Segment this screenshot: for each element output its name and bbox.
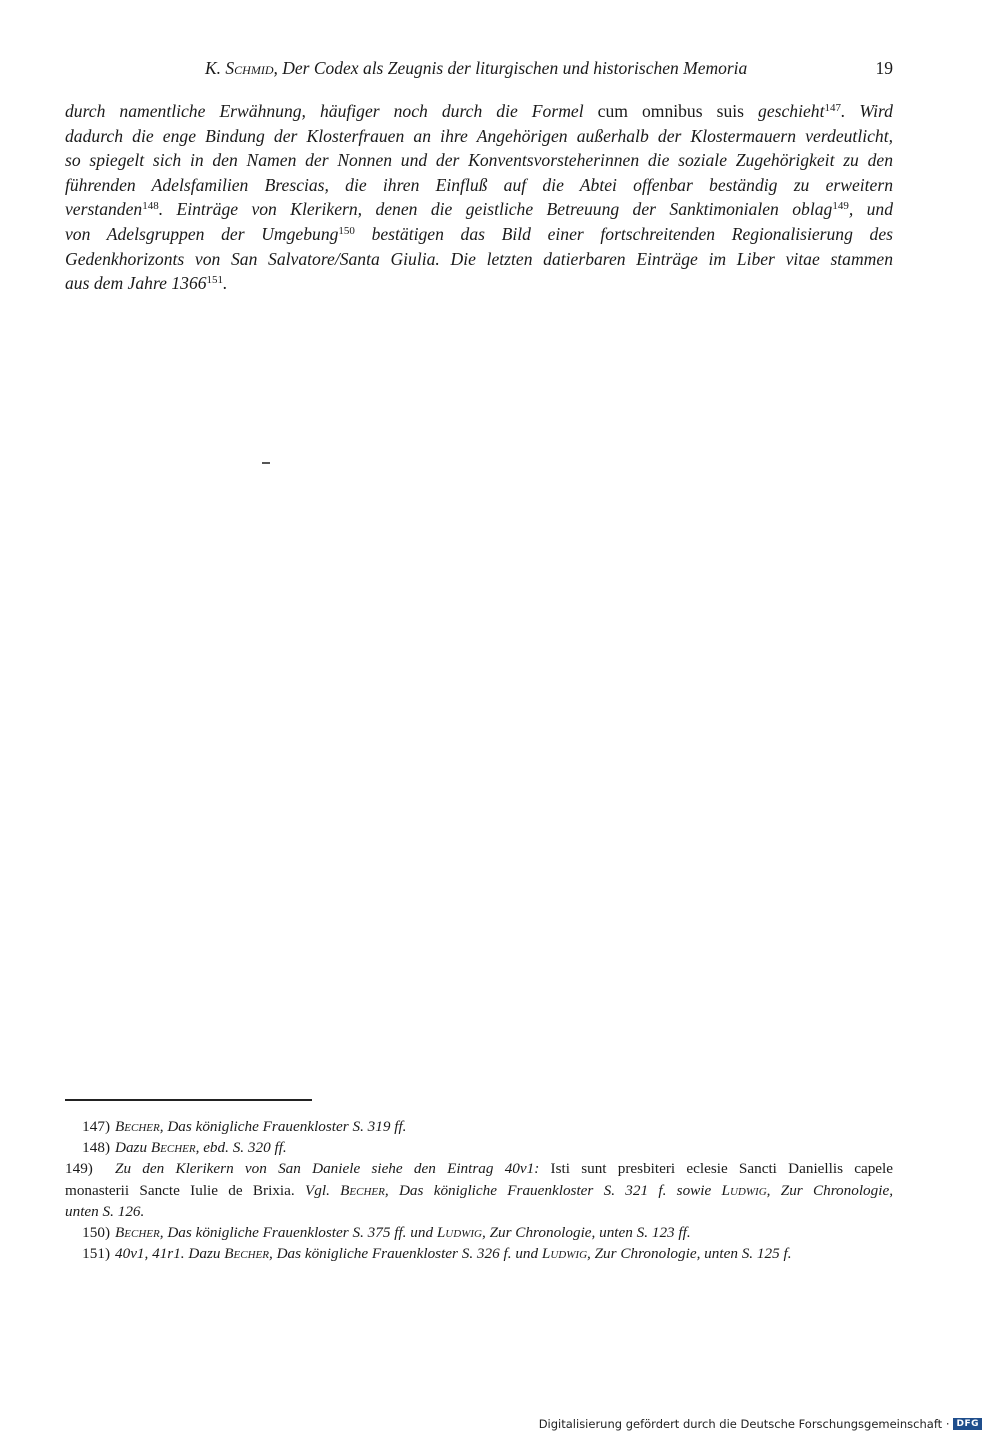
text-segment: durch namentliche Erwähnung, häufiger noch durch die Formel (65, 101, 584, 121)
footnote-number: 150) (82, 1224, 110, 1242)
footnote-ref: 147 (824, 102, 841, 114)
footnote-148 (65, 1137, 893, 1158)
footnote-text: Das königliche Frauenkloster S. 319 ff. (163, 1118, 407, 1135)
footnotes (65, 1116, 893, 1264)
text-segment: von Adelsgruppen der Umgebung (65, 223, 339, 244)
paragraph-line: dadurch die enge Bindung der Klosterfrauen an ihre Angehörigen außerhalb der Klostermauern verdeutlicht, (65, 125, 893, 146)
digitization-credit (539, 1415, 982, 1433)
running-head-author: K. Schmid, (205, 58, 278, 78)
author-name: Becher, (150, 1139, 200, 1157)
footnote-separator (65, 1099, 312, 1101)
footnote-ref: 148 (142, 200, 159, 213)
author-name: Becher, (115, 1118, 164, 1135)
running-head-title (205, 58, 747, 79)
text-segment: . Einträge von Klerikern, denen die geistliche Betreuung der Sanktimonialen oblag (158, 199, 833, 220)
footnote-number: 151) (82, 1245, 110, 1263)
paragraph-line (65, 222, 893, 247)
footnote-147 (65, 1116, 893, 1137)
running-head (65, 58, 893, 84)
author-name: Becher, (115, 1224, 164, 1242)
paragraph-line: so spiegelt sich in den Namen der Nonnen und der Konventsvorsteherinnen die soziale Zugehörigkeit zu den (65, 150, 893, 171)
text-segment: . Wird (840, 101, 893, 121)
latin-quote: Isti sunt presbiteri eclesie Sancti Daniellis capele (539, 1160, 893, 1178)
footnote-line: unten S. 126. (65, 1202, 145, 1220)
footnote-text: ebd. S. 320 ff. (199, 1139, 287, 1157)
paragraph-line (65, 271, 893, 296)
text-segment: , und (848, 199, 893, 220)
footnote-text: Das königliche Frauenkloster S. 375 ff. und (163, 1224, 437, 1242)
author-name: Becher, (340, 1181, 389, 1199)
credit-text: Digitalisierung gefördert durch die Deutsche Forschungsgemeinschaft · (538, 1417, 950, 1431)
footnote-ref: 150 (338, 224, 355, 237)
footnote-text: Zur Chronologie, (770, 1181, 893, 1199)
footnote-number: 148) (82, 1139, 110, 1157)
text-segment: aus dem Jahre 1366 (65, 273, 207, 294)
text-segment: . (223, 273, 228, 294)
paragraph-line (65, 197, 893, 222)
text-segment: verstanden (65, 199, 143, 220)
footnote-149 (65, 1158, 893, 1222)
footnote-ref: 151 (206, 274, 224, 287)
author-name: Becher, (224, 1245, 273, 1263)
page-number: 19 (875, 58, 893, 78)
paragraph-line (65, 99, 893, 124)
footnote-text: Vgl. (294, 1181, 341, 1199)
footnote-150 (65, 1222, 893, 1243)
author-name: Ludwig, (721, 1181, 771, 1199)
author-name: Ludwig, (436, 1224, 486, 1242)
paragraph-line: führenden Adelsfamilien Brescias, die ihren Einfluß auf die Abtei offenbar beständig zu erweitern (65, 174, 893, 195)
running-head-work-title: Der Codex als Zeugnis der liturgischen und historischen Memoria (282, 58, 748, 78)
footnote-text: 40v1, 41r1. Dazu (115, 1245, 225, 1263)
footnote-text: Zu den Klerikern von San Daniele siehe den Eintrag 40v1: (115, 1160, 540, 1178)
dfg-logo: DFG (953, 1418, 982, 1430)
footnote-151 (65, 1243, 893, 1264)
footnote-text: Das königliche Frauenkloster S. 326 f. und (272, 1245, 542, 1263)
text-segment: bestätigen das Bild einer fortschreitenden Regionalisierung des (354, 223, 893, 244)
paragraph-line: Gedenkhorizonts von San Salvatore/Santa Giulia. Die letzten datierbaren Einträge im Liber vitae stammen (65, 248, 893, 269)
footnote-number: 147) (82, 1118, 110, 1135)
footnote-line (65, 1180, 893, 1201)
footnote-text: Das königliche Frauenkloster S. 321 f. sowie (388, 1181, 722, 1199)
footnote-line (65, 1158, 893, 1179)
text-segment: geschieht (758, 101, 825, 121)
footnote-text: Dazu (115, 1139, 151, 1157)
main-paragraph (65, 99, 893, 296)
author-name: Ludwig, (541, 1245, 591, 1263)
latin-formula: cum omnibus suis (597, 101, 744, 121)
footnote-text: Zur Chronologie, unten S. 125 f. (590, 1245, 792, 1263)
latin-quote: monasterii Sancte Iulie de Brixia. (65, 1181, 295, 1199)
footnote-text: Zur Chronologie, unten S. 123 ff. (485, 1224, 691, 1242)
footnote-ref: 149 (832, 200, 849, 213)
scan-speck (262, 462, 270, 464)
footnote-number: 149) (65, 1160, 93, 1178)
